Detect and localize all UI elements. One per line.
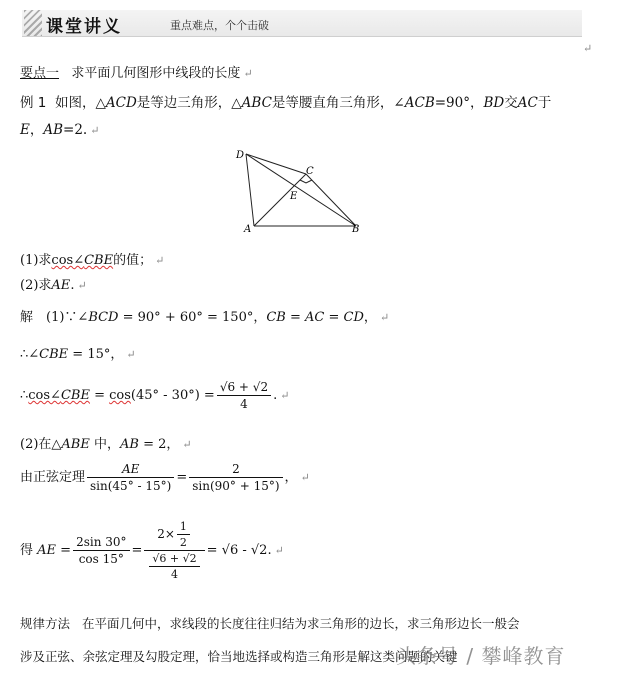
return-mark-icon: ↵ [243,67,253,80]
fraction-sine-1: $\frac{AE}{\sin(45^\circ - 15^\circ)}$ [87,462,174,493]
method-line-2: 涉及正弦、余弦定理及勾股定理，恰当地选择或构造三角形是解这类问题的关键 [20,649,458,664]
segment-cb [306,174,356,226]
section-header [22,10,582,37]
example-line-2: E，AB=2. ↵ [20,122,100,138]
solution-line-1: 解 (1)∵∠BCD = 90° + 60° = 150°，CB = AC = CD， ↵ [20,310,390,325]
header-title: 课堂讲义 [46,17,122,37]
segment-db [246,154,356,226]
header-stripes-icon [24,10,42,36]
return-mark-icon: ↵ [280,389,290,402]
return-mark-icon: ↵ [77,279,87,292]
return-mark-icon: ↵ [90,124,100,137]
return-mark-icon: ↵ [379,311,390,324]
return-mark-icon: ↵ [155,254,165,267]
segment-ac [254,174,306,226]
return-mark-icon: ↵ [182,438,192,451]
solution-line-4: (2)在△ABE 中，AB = 2， ↵ [20,437,192,452]
label-d: D [236,150,245,161]
right-angle-mark [300,180,312,183]
solution-line-3: ∴cos∠CBE = cos(45° - 30°) = $\frac{√6 + √2}{4}$ . ↵ [20,380,290,411]
label-e: E [290,191,298,202]
method-line-1: 规律方法 在平面几何中，求线段的长度往往归结为求三角形的边长，求三角形边长一般会 [20,616,520,631]
label-a: A [244,224,252,235]
label-b: B [352,224,360,235]
solution-line-6: 得 AE = $\frac{2\sin 30^\circ}{\cos 15^\circ}$ = 2× $\frac{1}{2}$ $\frac{√6 + √2}{4}$ = √6 - √2. ↵ [20,520,284,581]
header-subtitle: 重点难点，个个击破 [170,19,269,32]
return-mark-icon: ↵ [126,348,136,361]
label-c: C [306,166,314,177]
return-mark-icon: ↵ [583,42,593,55]
geometry-diagram [226,144,376,240]
solution-line-2: ∴∠CBE = 15°， ↵ [20,347,136,362]
fraction-step-1: $\frac{2\sin 30^\circ}{\cos 15^\circ}$ [73,535,129,566]
question-1: (1)求cos∠CBE的值； ↵ [20,253,165,268]
return-mark-icon: ↵ [274,544,284,557]
fraction-result: $\frac{√6 + √2}{4}$ [217,380,271,411]
solution-line-5: 由正弦定理 $\frac{AE}{\sin(45^\circ - 15^\circ)}$ = $\frac{2}{\sin(90^\circ + 15^\circ)}$ ， ↵ [20,462,310,493]
watermark: 头条号 / 攀峰教育 [396,644,566,668]
fraction-step-2: 2× $\frac{1}{2}$ $\frac{√6 + √2}{4}$ [144,520,204,581]
section-heading: 要点一 求平面几何图形中线段的长度 ↵ [20,66,253,81]
fraction-sine-2: $\frac{2}{\sin(90^\circ + 15^\circ)}$ [189,462,282,493]
segment-da [246,154,254,226]
question-2: (2)求AE. ↵ [20,278,87,293]
return-mark-icon: ↵ [300,471,310,484]
segment-dc [246,154,306,174]
example-line-1: 例 1 如图，△ACD是等边三角形，△ABC是等腰直角三角形，∠ACB=90°，BD交AC于 [20,95,552,111]
